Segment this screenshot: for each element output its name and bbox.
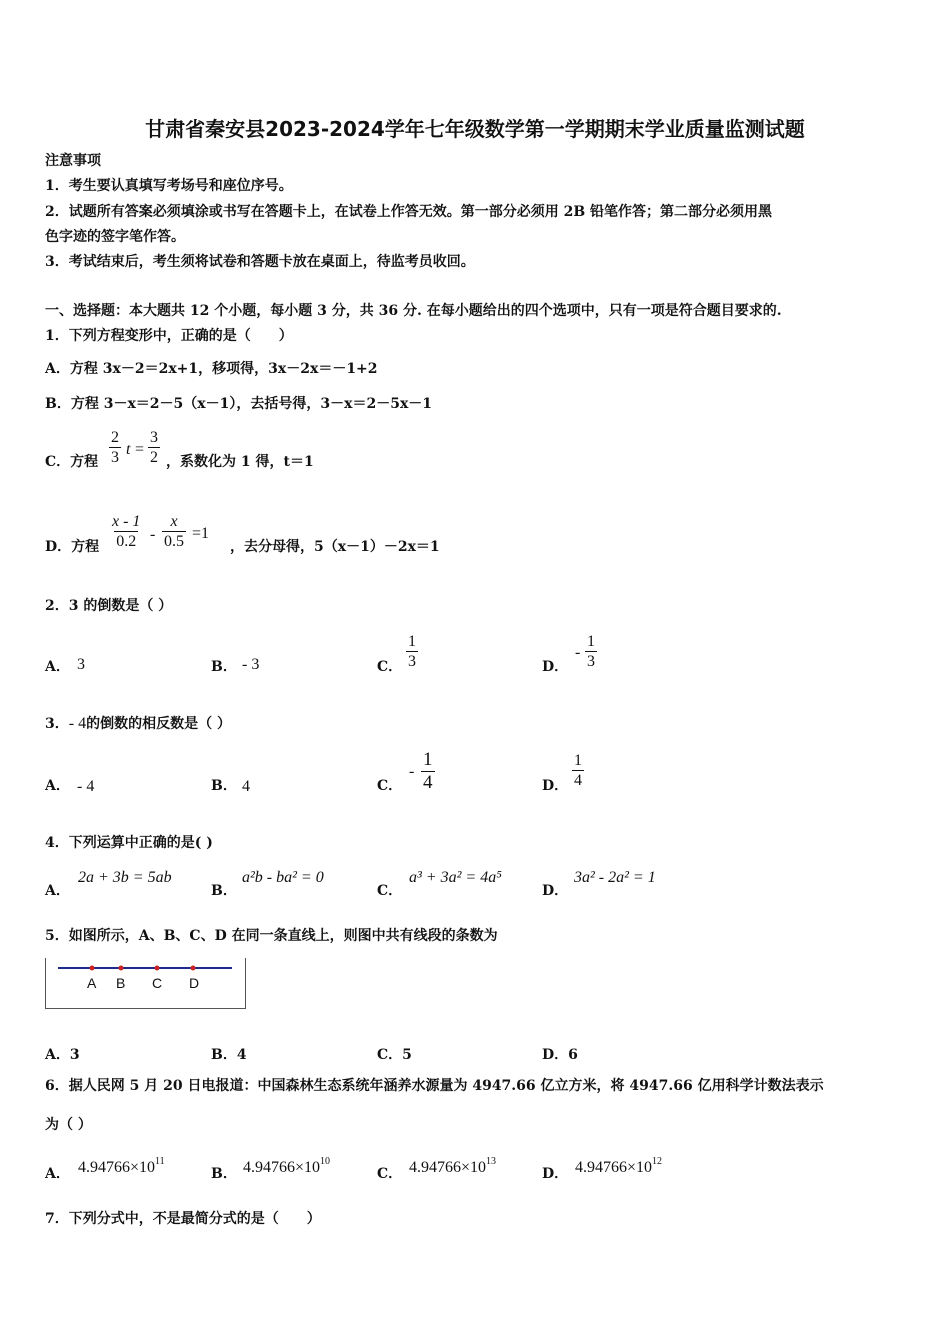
q6-option-d-value bbox=[575, 1153, 662, 1177]
q1-stem: 1．下列方程变形中，正确的是（ ） bbox=[45, 328, 293, 344]
q2-option-a-value: 3 bbox=[77, 656, 85, 673]
q6-stem-cont: 为（ ） bbox=[45, 1117, 92, 1133]
fraction-numerator: x bbox=[170, 513, 178, 530]
q2-option-d-sign: - bbox=[575, 644, 581, 661]
q1-option-a bbox=[45, 360, 378, 378]
q2-option-c-label: C． bbox=[377, 659, 403, 675]
q1-option-c-fraction-1 bbox=[109, 428, 121, 467]
fraction-denominator: 3 bbox=[111, 449, 119, 466]
fraction-denominator: 0.2 bbox=[116, 533, 137, 550]
sci-base: 4.94766×10 bbox=[409, 1159, 487, 1176]
point-a-label: A bbox=[87, 975, 97, 991]
q4-option-c-expression: a³ + 3a² = 4a⁵ bbox=[409, 869, 502, 886]
q4-option-c-label: C． bbox=[377, 883, 403, 899]
q5-option-c: C．5 bbox=[377, 1047, 412, 1063]
sci-exponent: 12 bbox=[652, 1156, 663, 1167]
q2-option-c-fraction bbox=[406, 632, 418, 671]
q5-option-b: B．4 bbox=[211, 1047, 247, 1063]
q1-option-b-text: 3－x＝2－5（x－1），去括号得，3－x＝2－5x－1 bbox=[103, 396, 433, 412]
fraction-numerator: 1 bbox=[574, 752, 582, 769]
point-a-dot bbox=[90, 966, 95, 971]
q3-option-c-label: C． bbox=[377, 778, 403, 794]
q1-option-b bbox=[45, 395, 432, 413]
sci-exponent: 11 bbox=[155, 1156, 165, 1167]
q4-stem: 4．下列运算中正确的是( ) bbox=[45, 835, 213, 851]
q4-option-a-label: A． bbox=[45, 883, 70, 899]
fraction-numerator: x - 1 bbox=[112, 513, 141, 530]
point-d-label: D bbox=[189, 975, 200, 991]
q1-option-c-label: C．方程 bbox=[45, 454, 99, 470]
q6-option-b-value bbox=[243, 1153, 330, 1177]
q1-option-d-fraction-1 bbox=[110, 512, 142, 551]
q6-option-c-value bbox=[409, 1153, 496, 1177]
q3-option-d-fraction bbox=[572, 751, 584, 790]
q3-option-b-value: 4 bbox=[242, 778, 250, 795]
notice-item-1: 1．考生要认真填写考场号和座位序号。 bbox=[45, 178, 293, 194]
line-segment-diagram bbox=[46, 958, 245, 1008]
q1-option-a-label: A．方程 bbox=[45, 361, 98, 377]
q6-option-c-label: C． bbox=[377, 1166, 403, 1182]
sci-base: 4.94766×10 bbox=[243, 1159, 321, 1176]
notice-item-2: 2．试题所有答案必须填涂或书写在答题卡上，在试卷上作答无效。第一部分必须用 2B 铅笔作答；第二部分必须用黑 bbox=[45, 204, 773, 220]
q3-stem-value: - 4 bbox=[68, 715, 87, 732]
point-c-dot bbox=[155, 966, 160, 971]
q6-stem: 6．据人民网 5 月 20 日电报道：中国森林生态系统年涵养水源量为 4947.66 亿立方米，将 4947.66 亿用科学计数法表示 bbox=[45, 1078, 824, 1094]
q1-option-a-text: 3x－2＝2x+1，移项得，3x－2x＝－1+2 bbox=[102, 361, 378, 377]
fraction-numerator: 2 bbox=[111, 429, 119, 446]
fraction-denominator: 3 bbox=[587, 653, 595, 670]
q1-option-c-text: ，系数化为 1 得，t＝1 bbox=[166, 454, 314, 470]
q1-option-b-label: B．方程 bbox=[45, 396, 99, 412]
point-c-label: C bbox=[152, 975, 163, 991]
q2-stem: 2．3 的倒数是（ ） bbox=[45, 598, 173, 614]
q3-option-b-label: B． bbox=[211, 778, 237, 794]
q2-option-d-label: D． bbox=[542, 659, 569, 675]
notice-item-3: 3．考试结束后，考生须将试卷和答题卡放在桌面上，待监考员收回。 bbox=[45, 254, 475, 270]
fraction-denominator: 4 bbox=[574, 772, 582, 789]
fraction-denominator: 3 bbox=[408, 653, 416, 670]
q5-figure bbox=[45, 958, 246, 1009]
fraction-numerator: 1 bbox=[423, 749, 433, 770]
page-title: 甘肃省秦安县2023-2024学年七年级数学第一学期期末学业质量监测试题 bbox=[145, 117, 805, 141]
q2-option-a-label: A． bbox=[45, 659, 70, 675]
q6-option-b-label: B． bbox=[211, 1166, 237, 1182]
notice-item-2-cont: 色字迹的签字笔作答。 bbox=[45, 229, 185, 245]
q6-option-a-value bbox=[78, 1153, 165, 1177]
q6-option-a-label: A． bbox=[45, 1166, 70, 1182]
q2-option-d-fraction bbox=[585, 632, 597, 671]
q1-option-c-variable: t bbox=[126, 441, 131, 458]
q2-option-b-value: - 3 bbox=[242, 656, 260, 673]
sci-base: 4.94766×10 bbox=[575, 1159, 653, 1176]
fraction-denominator: 4 bbox=[423, 772, 433, 793]
q5-option-d: D．6 bbox=[542, 1047, 578, 1063]
q3-stem-number: 3． bbox=[45, 716, 69, 732]
q6-option-d-label: D． bbox=[542, 1166, 569, 1182]
fraction-numerator: 1 bbox=[587, 633, 595, 650]
q1-option-d-label: D．方程 bbox=[45, 539, 100, 555]
q4-option-b-expression: a²b - ba² = 0 bbox=[242, 869, 324, 886]
point-d-dot bbox=[191, 966, 196, 971]
q3-option-a-label: A． bbox=[45, 778, 70, 794]
q4-option-b-label: B． bbox=[211, 883, 237, 899]
q2-option-b-label: B． bbox=[211, 659, 237, 675]
fraction-numerator: 3 bbox=[150, 429, 158, 446]
fraction-denominator: 2 bbox=[150, 449, 158, 466]
sci-base: 4.94766×10 bbox=[78, 1159, 156, 1176]
q4-option-a-expression: 2a + 3b = 5ab bbox=[78, 869, 172, 886]
fraction-denominator: 0.5 bbox=[164, 533, 184, 550]
q1-option-d-equals: =1 bbox=[192, 525, 210, 542]
q4-option-d-label: D． bbox=[542, 883, 569, 899]
point-b-label: B bbox=[116, 975, 126, 991]
q1-option-d-fraction-2 bbox=[162, 512, 186, 551]
q3-stem bbox=[45, 715, 231, 733]
q5-option-a: A．3 bbox=[45, 1047, 80, 1063]
q1-option-c-fraction-2 bbox=[148, 428, 160, 467]
fraction-numerator: 1 bbox=[408, 633, 416, 650]
point-b-dot bbox=[119, 966, 124, 971]
section-heading: 一、选择题：本大题共 12 个小题，每小题 3 分，共 36 分. 在每小题给出的四个选项中，只有一项是符合题目要求的. bbox=[45, 303, 782, 319]
q5-stem: 5．如图所示，A、B、C、D 在同一条直线上，则图中共有线段的条数为 bbox=[45, 928, 498, 944]
q3-option-d-label: D． bbox=[542, 778, 569, 794]
q3-option-c-fraction bbox=[421, 749, 435, 794]
q4-option-d-expression: 3a² - 2a² = 1 bbox=[574, 869, 656, 886]
q1-option-d-text: ，去分母得，5（x－1）－2x＝1 bbox=[230, 539, 440, 555]
q7-stem: 7．下列分式中，不是最简分式的是（ ） bbox=[45, 1211, 321, 1227]
q1-option-d-minus: - bbox=[150, 526, 156, 543]
sci-exponent: 10 bbox=[320, 1156, 331, 1167]
q3-option-c-sign: - bbox=[409, 763, 415, 780]
q3-stem-text: 的倒数的相反数是（ ） bbox=[86, 716, 231, 732]
sci-exponent: 13 bbox=[486, 1156, 497, 1167]
notice-heading: 注意事项 bbox=[45, 153, 101, 169]
q1-option-c-equals: = bbox=[135, 441, 145, 458]
q3-option-a-value: - 4 bbox=[77, 778, 95, 795]
